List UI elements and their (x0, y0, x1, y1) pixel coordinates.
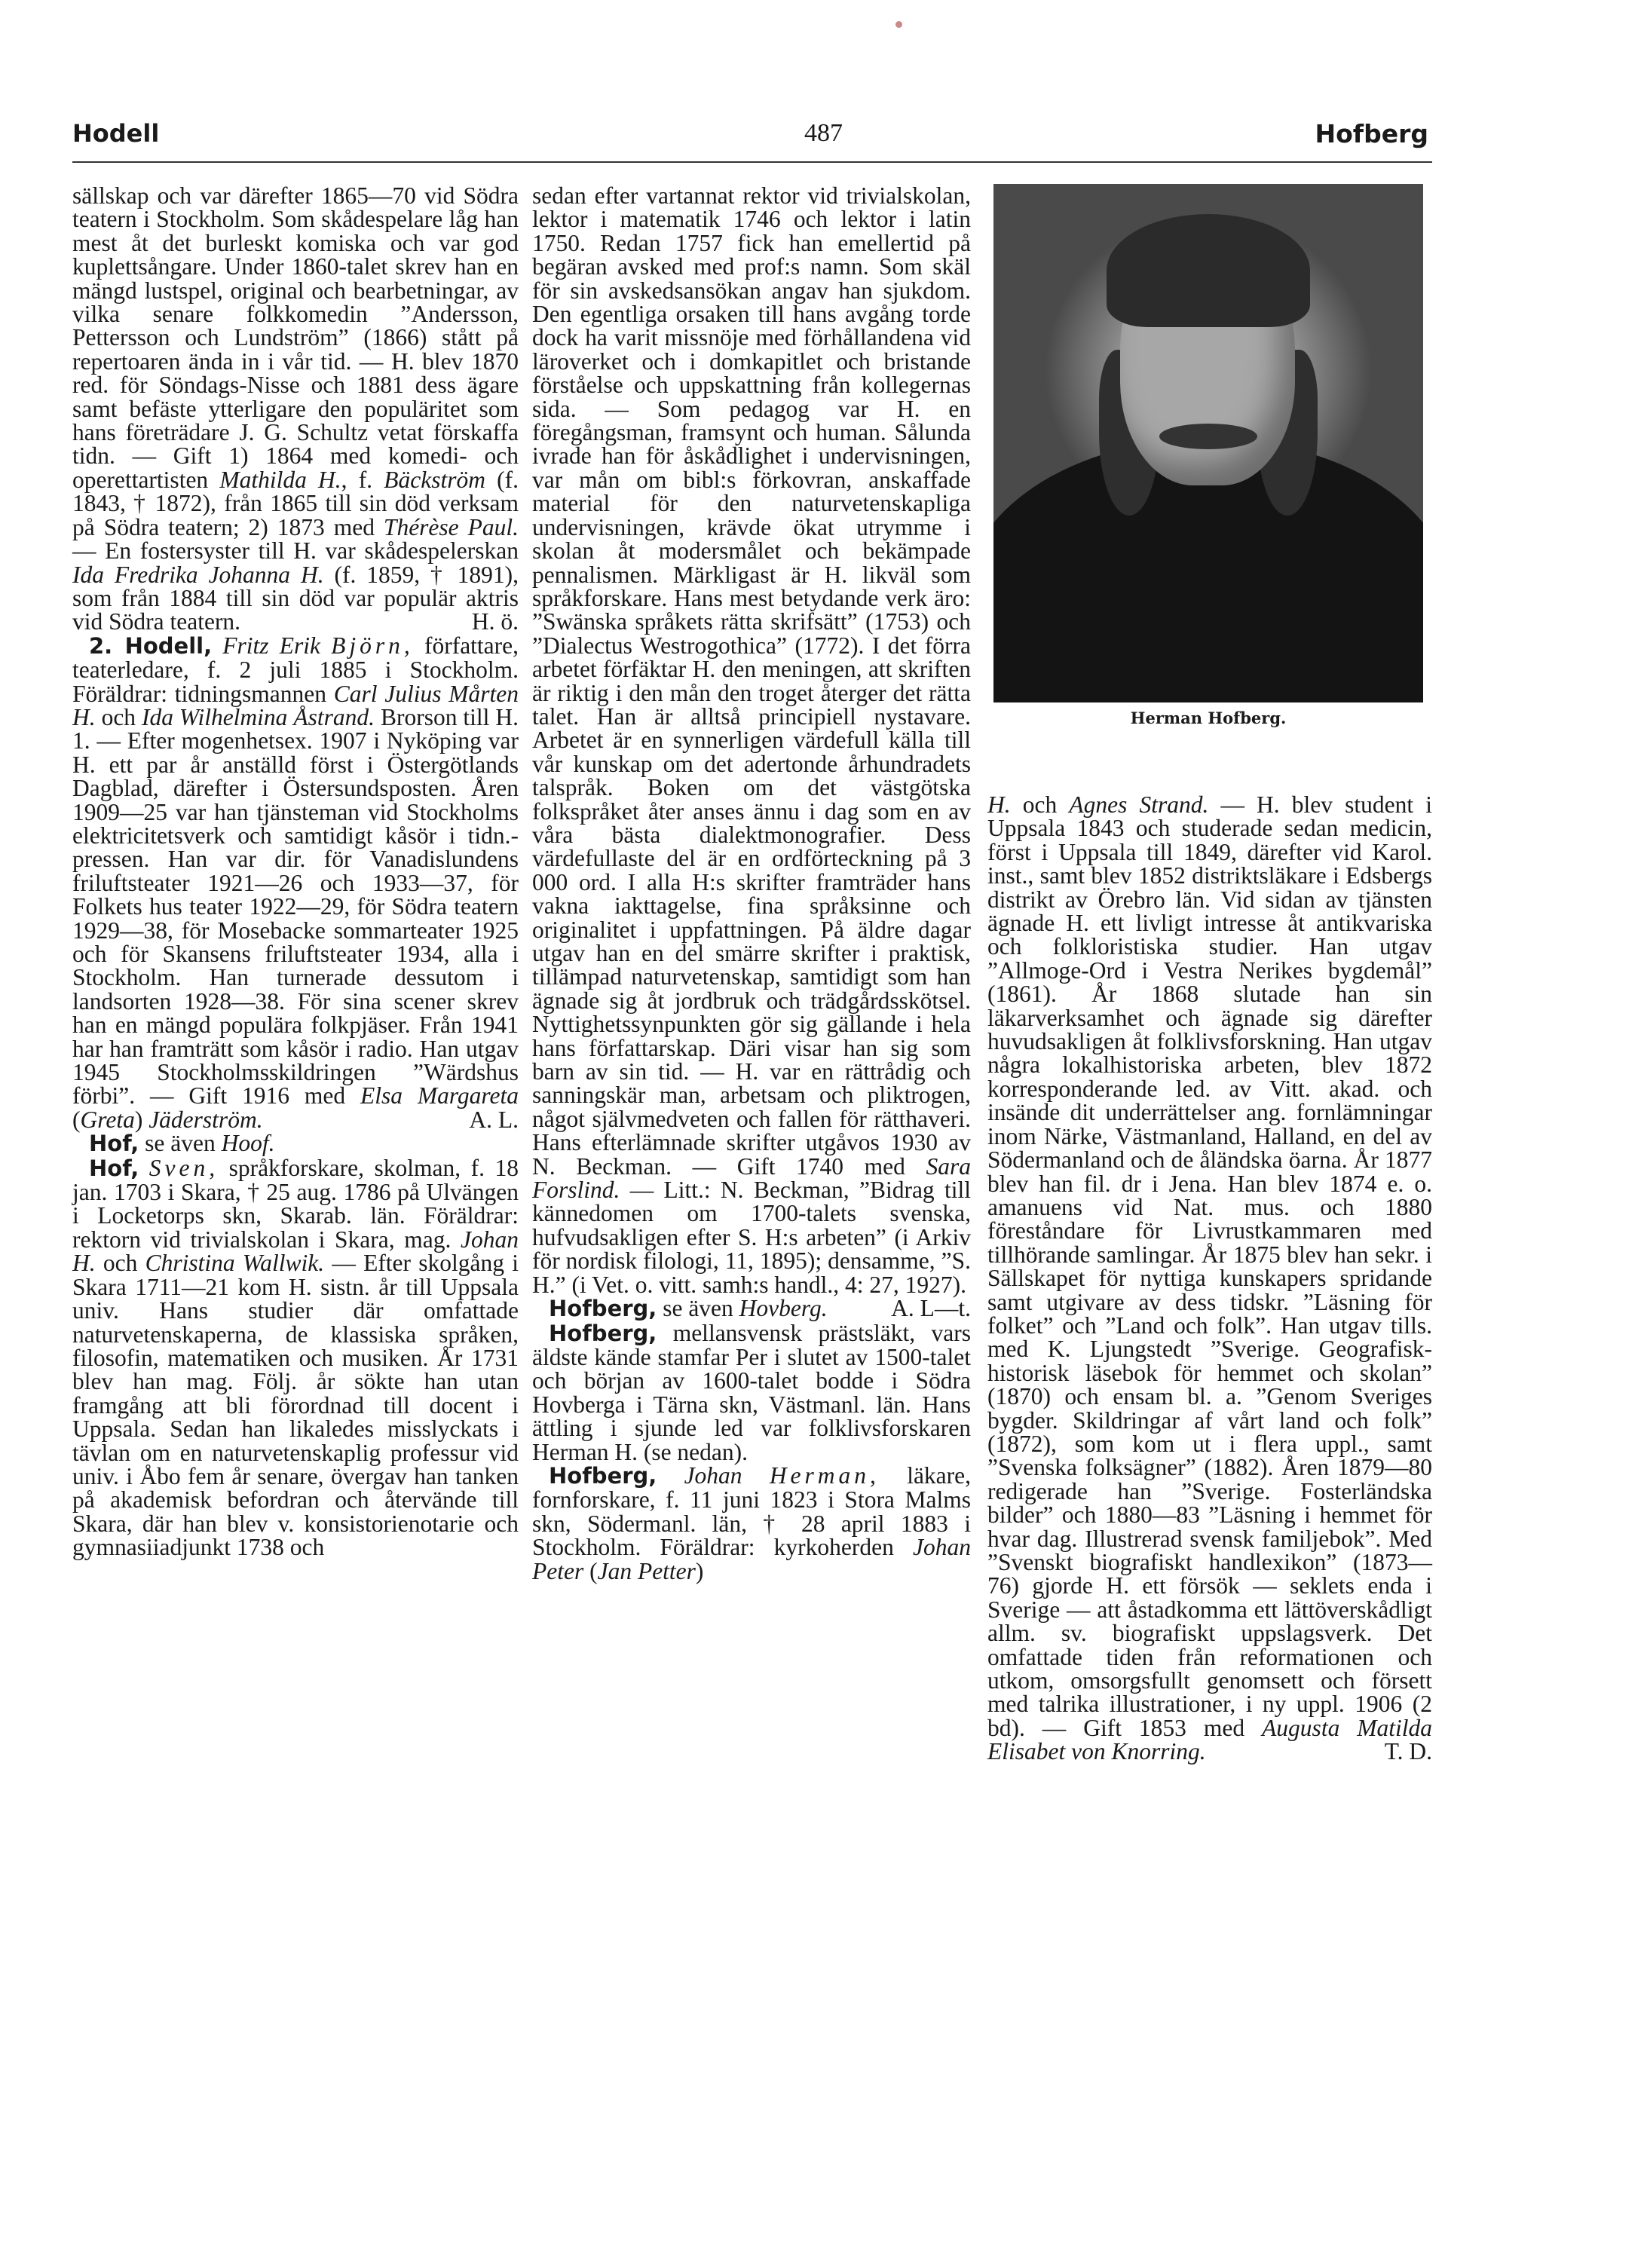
headword: Hofberg, (549, 1296, 657, 1322)
entry-hofberg-herman: Hofberg, Johan Herman, läkare, fornforskare, f. 11 juni 1823 i Stora Malms skn, Södermanl. län, † 28 april 1883 i Stockholm. Föräldrar: kyrkoherden Johan Peter (Jan Petter) (532, 1461, 971, 1584)
headword: Hofberg, (549, 1462, 657, 1489)
entry-hodell-1-cont: sällskap och var därefter 1865—70 vid Södra teatern i Stockholm. Som skådespelare låg han mest åt det burleskt komiska och var god kuplettsångare. Under 1860-talet skrev han en mängd lustspel, original och bearbetningar, av vilka senare folkkomedin ”Andersson, Pettersson och Lundström” (1866) stått på repertoaren ända in i vår tid. — H. blev 1870 red. för Söndags-Nisse och 1881 dess ägare samt befäste ytterligare den populäritet som hans företrädare J. G. Schultz vetat förskaffa tidn. — Gift 1) 1864 med komedi- och operettartisten Mathilda H., f. Bäckström (f. 1843, † 1872), från 1865 till sin död verksam på Södra teatern; 2) 1873 med Thérèse Paul. — En fostersyster till H. var skådespelerskan Ida Fredrika Johanna H. (f. 1859, † 1891), som från 1884 till sin död var populär aktris vid Södra teatern. H. ö. (72, 182, 519, 635)
column-2 (532, 184, 971, 1583)
entry-hodell-2: 2. Hodell, Fritz Erik Björn, författare, teaterledare, f. 2 juli 1885 i Stockholm. Föräldrar: tidningsmannen Carl Julius Mårten H. och Ida Wilhelmina Åstrand. Brorson till H. 1. — Efter mogenhetsex. 1907 i Nyköping var H. ett par år anställd först i Östergötlands Dagblad, därefter i Östersundsposten. Åren 1909—25 var han tjänsteman vid Stockholms elektricitetsverk och samtidigt kåsör i tidn.-pressen. Han var dir. för Vanadislundens friluftsteater 1921—26 och 1933—37, för Folkets hus teater 1922—29, för Södra teatern 1929—38, för Mosebacke sommarteater 1925 och för Skansens friluftsteater 1934, alla i Stockholm. Han turnerade dessutom i landsorten 1928—38. För sina scener skrev han en mängd populära folkpjäser. Från 1941 har han framträtt som kåsör i radio. Han utgav 1945 Stockholmsskildringen ”Wärdshus förbi”. — Gift 1916 med Elsa Margareta (Greta) Jäderström. A. L. (72, 632, 519, 1133)
entry-hofberg-herman-cont: H. och Agnes Strand. — H. blev student i Uppsala 1843 och studerade sedan medicin, först i Uppsala till 1849, därefter vid Karol. inst., samt blev 1852 distriktsläkare i Edsbergs distrikt av Örebro län. Vid sidan av tjänsten ägnade H. ett livligt intresse åt antikvariska och folkloristiska studier. Han utgav ”Allmoge-Ord i Vestra Nerikes bygdemål” (1861). År 1868 slutade han sin läkarverksamhet och ägnade sig därefter huvudsakligen åt folklivsforskning. Han utgav några lokalhistoriska arbeten, blev 1872 korresponderande led. av Vitt. akad. och insände dit underrättelser ang. fornlämningar inom Närke, Västmanland, Halland, en del av Södermanland och de åländska öarna. År 1877 blev han fil. dr i Jena. Han blev 1874 e. o. amanuens vid Nat. mus. och 1880 föreståndare för Livrustkammaren med tillhörande samlingar. År 1875 blev han sekr. i Sällskapet för nyttiga kunskapers spridande samt utgivare av dess tidskr. ”Läsning för folket” och ”Land och folk”. Han utgav tills. med K. Ljungstedt ”Sverige. Geografisk-historisk läsebok för hemmet och skolan” (1870) och ensam bl. a. ”Genom Sveriges bygder. Skildringar af vårt land och folk” (1872), som kom ut i flera uppl., samt ”Svenska folksägner” (1882). Åren 1879—80 redigerade han ”Sverige. Fosterländska bilder” och 1880—83 ”Läsning i hemmet för hvar dag. Illustrerad svensk familjebok”. Med ”Svenskt biografiskt handlexikon” (1873—76) gjorde H. ett försök — seklets enda i Sverige — att åstadkomma ett lättöverskådligt allm. sv. biografiskt uppslagsverk. Det omfattade tiden från reformationen och utkom, omsorgsfullt genomsett och försett med talrika illustrationer, i ny uppl. 1906 (2 bd). — Gift 1853 med Augusta Matilda Elisabet von Knorring. T. D. (987, 791, 1433, 1765)
portrait-photo (993, 184, 1423, 702)
entry-hof-sven-cont: sedan efter vartannat rektor vid trivialskolan, lektor i matematik 1746 och lektor i latin 1750. Redan 1757 fick han emellertid på begäran avsked med prof:s namn. Som skäl för sin avskedsansökan angav han sjukdom. Den egentliga orsaken till hans avgång torde dock ha varit missnöje med förhållandena vid läroverket och i domkapitlet och bristande förståelse och uppskattning från kollegernas sida. — Som pedagog var H. en föregångsman, framsynt och human. Sålunda ivrade han för åskådlighet i undervisningen, var mån om bibl:s förkovran, anskaffade material för den naturvetenskapliga undervisningen, krävde ökat utrymme i skolan åt modersmålet och bekämpade pennalismen. Märkligast är H. likväl som språkforskare. Hans mest betydande verk äro: ”Swänska språkets rätta skrifsätt” (1753) och ”Dialectus Westrogothica” (1772). I det förra arbetet förfäktar H. den meningen, att skriften är riktig i den mån den troget återger det rätta talet. Han är alltså principiell nystavare. Arbetet är en synnerligen värdefull källa till vår kunskap om det adertonde århundradets talspråk. Boken om det västgötska folkspråket åter anses ännu i dag som en av våra bästa dialektmonografier. Dess värdefullaste del är en ordförteckning på 3 000 ord. I alla H:s skrifter framträder hans vakna iakttagelse, fina språksinne och originalitet i uppfattningen. På äldre dagar utgav han en del smärre skrifter i praktisk, tillämpad naturvetenskap, samtidigt som han ägnade sig åt jordbruk och trädgårdsskötsel. Nyttighetssynpunkten gör sig gällande i hela hans författarskap. Däri visar han sig som barn av sin tid. — H. var en rättrådig och sanningskär man, arbetsam och pliktrogen, något självmedveten och fallen för rätthaveri. Hans efterlämnade skrifter utgåvos 1930 av N. Beckman. — Gift 1740 med Sara Forslind. — Litt.: N. Beckman, ”Bidrag till kännedomen om 1700-talets svenska, hufvudsakligen efter S. H:s arbeten” (i Arkiv för nordisk filologi, 11, 1895); densamme, ”S. H.” (i Vet. o. vitt. samh:s handl., 4: 27, 1927). A. L—t. (532, 182, 971, 1322)
header-rule (72, 161, 1432, 163)
entry-hofberg-family: Hofberg, mellansvensk prästsläkt, vars äldste kände stamfar Per i slutet av 1500-talet och början av 1600-talet bodde i Södra Hovberga i Tärna skn, Västmanl. län. Hans ättling i sjunde led var folklivsforskaren Herman H. (se nedan). (532, 1319, 971, 1465)
signature: A. L—t. (891, 1295, 971, 1322)
ink-spot (895, 21, 902, 28)
signature: A. L. (469, 1106, 519, 1133)
running-head-left: Hodell (72, 119, 160, 148)
photo-caption: Herman Hofberg. (1130, 709, 1287, 727)
headword: Hof, (89, 1155, 139, 1181)
headword: 2. Hodell, (89, 632, 213, 659)
running-head-right: Hofberg (1315, 119, 1428, 148)
portrait-moustache (1159, 424, 1257, 449)
page-number: 487 (804, 119, 843, 147)
entry-hof-ref: Hof, se även Hoof. (89, 1130, 275, 1157)
entry-hofberg-ref: Hofberg, se även Hovberg. (549, 1295, 828, 1322)
signature: T. D. (1384, 1738, 1432, 1765)
signature: H. ö. (471, 608, 519, 635)
column-1 (72, 184, 519, 1559)
column-3 (987, 793, 1432, 1764)
entry-hof-sven: Hof, Sven, språkforskare, skolman, f. 18 jan. 1703 i Skara, † 25 aug. 1786 på Ulvängen i Locketorps skn, Skarab. län. Föräldrar: rektorn vid trivialskolan i Skara, mag. Johan H. och Christina Wallwik. — Efter skolgång i Skara 1711—21 kom H. sistn. år till Uppsala univ. Hans studier där omfattade naturvetenskaperna, de klassiska språken, filosofin, matematiken och musiken. År 1731 blev han mag. Följ. år sökte han utan framgång att bli förordnad till docent i Uppsala. Sedan han likaledes misslyckats i tävlan om en naturvetenskaplig professur vid univ. i Åbo fem år senare, övergav han tanken på akademisk befordran och återvände till Skara, där han blev v. konsistorienotarie och gymnasiiadjunkt 1738 och (72, 1154, 519, 1561)
portrait-hair (1107, 214, 1310, 327)
headword: Hofberg, (549, 1320, 657, 1346)
headword: Hof, (89, 1131, 139, 1157)
